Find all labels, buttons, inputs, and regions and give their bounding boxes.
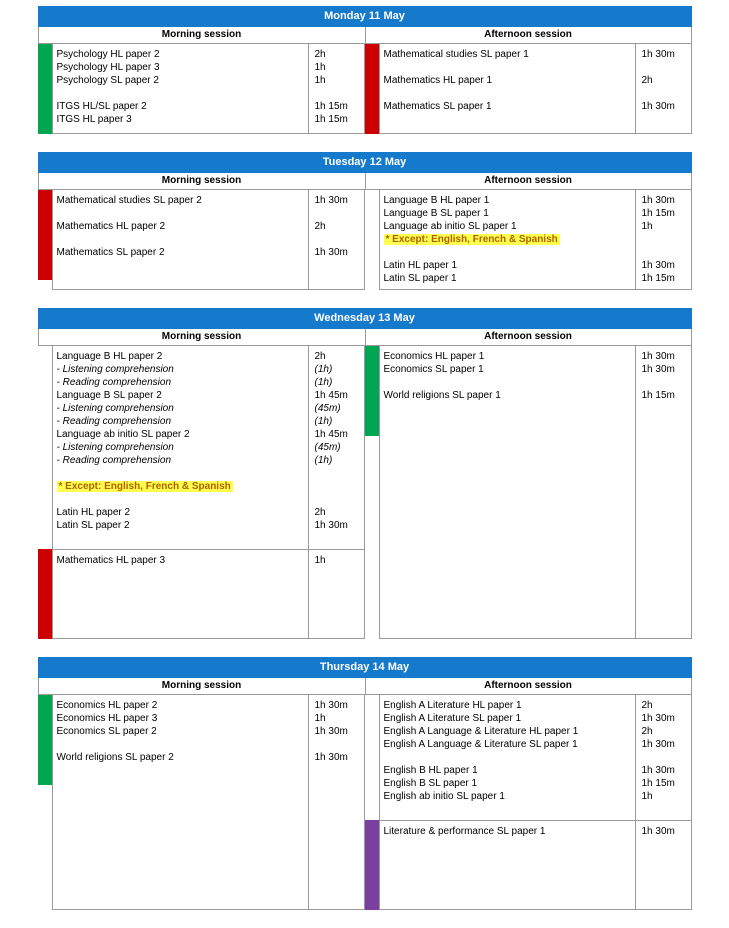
day-header: Monday 11 May xyxy=(38,6,692,27)
exam-duration xyxy=(309,493,364,506)
exam-name: English A Literature SL paper 1 xyxy=(383,713,521,724)
exam-name: Literature & performance SL paper 1 xyxy=(383,826,546,837)
exam-name-list xyxy=(53,695,308,768)
exam-names-column xyxy=(52,190,309,290)
subject-color-bar xyxy=(365,820,379,910)
exam-name xyxy=(53,233,308,246)
subject-color-bars xyxy=(38,346,52,639)
exam-name-list xyxy=(53,190,308,263)
day-header: Thursday 14 May xyxy=(38,657,692,678)
exam-name: - Listening comprehension xyxy=(56,364,174,375)
exam-name-list xyxy=(53,44,308,130)
exam-name xyxy=(380,61,635,74)
exam-duration xyxy=(636,61,691,74)
exam-name: Mathematics HL paper 3 xyxy=(56,555,166,566)
exam-name xyxy=(53,467,308,480)
exam-duration: 1h 30m xyxy=(641,260,675,271)
exam-duration: 1h 15m xyxy=(641,273,675,284)
morning-session-block xyxy=(38,695,365,910)
session-titles-row xyxy=(38,678,692,695)
exam-duration: 2h xyxy=(314,351,326,362)
exam-name-list xyxy=(380,190,635,289)
exam-name xyxy=(380,803,635,816)
exam-duration: 1h xyxy=(641,791,653,802)
exam-name: ITGS HL/SL paper 2 xyxy=(56,101,147,112)
morning-session-block xyxy=(38,44,365,134)
exam-note xyxy=(380,233,635,246)
exam-duration xyxy=(309,87,364,100)
exam-name-list xyxy=(380,820,635,842)
durations-column xyxy=(309,346,365,639)
exam-duration: 2h xyxy=(641,726,653,737)
durations-column xyxy=(309,44,365,134)
exam-name: Economics SL paper 1 xyxy=(383,364,484,375)
exam-name: Mathematics HL paper 1 xyxy=(383,75,493,86)
durations-column xyxy=(309,190,365,290)
exam-duration: (45m) xyxy=(314,403,341,414)
exam-names-column xyxy=(379,346,636,639)
exam-name: - Reading comprehension xyxy=(56,377,172,388)
exam-name xyxy=(53,493,308,506)
exam-duration: (1h) xyxy=(314,377,333,388)
exam-duration: 2h xyxy=(314,49,326,60)
exam-duration xyxy=(309,532,364,545)
exam-name-list xyxy=(53,549,308,571)
exam-name: Psychology HL paper 2 xyxy=(56,49,160,60)
durations-column xyxy=(636,346,692,639)
exam-name: Economics SL paper 2 xyxy=(56,726,157,737)
exam-duration-list xyxy=(309,549,364,571)
exam-name: Language ab initio SL paper 1 xyxy=(383,221,517,232)
day-block xyxy=(38,152,692,290)
session-titles-row xyxy=(38,173,692,190)
exam-name: - Reading comprehension xyxy=(56,455,172,466)
exam-name: Mathematical studies SL paper 2 xyxy=(56,195,202,206)
exam-duration: 1h xyxy=(314,713,326,724)
exam-name-list xyxy=(380,44,635,117)
exam-name: Mathematics SL paper 1 xyxy=(383,101,492,112)
exam-duration: 1h 30m xyxy=(641,826,675,837)
exam-duration: 1h 45m xyxy=(314,390,348,401)
exam-duration xyxy=(636,246,691,259)
exam-note xyxy=(53,480,308,493)
sessions-row xyxy=(38,44,692,134)
afternoon-session-block xyxy=(365,695,692,910)
exam-name: Psychology HL paper 3 xyxy=(56,62,160,73)
exam-name: Latin SL paper 2 xyxy=(56,520,130,531)
exam-names-column xyxy=(379,44,636,134)
exam-name-list xyxy=(380,346,635,406)
exam-duration xyxy=(636,803,691,816)
subject-color-bar xyxy=(365,190,379,289)
exam-name: Latin SL paper 1 xyxy=(383,273,457,284)
highlighted-note-text: * Except: English, French & Spanish xyxy=(385,234,558,245)
exam-duration: 1h 30m xyxy=(641,49,675,60)
day-header: Tuesday 12 May xyxy=(38,152,692,173)
exam-name: Latin HL paper 1 xyxy=(383,260,458,271)
exam-name: - Listening comprehension xyxy=(56,442,174,453)
exam-duration: 1h xyxy=(641,221,653,232)
exam-duration xyxy=(309,233,364,246)
session-titles-row xyxy=(38,329,692,346)
exam-duration: 1h 15m xyxy=(641,208,675,219)
subject-color-bars xyxy=(365,346,379,639)
exam-duration-list xyxy=(636,44,691,117)
exam-duration: 1h xyxy=(314,75,326,86)
morning-session-title: Morning session xyxy=(38,27,365,44)
exam-names-column xyxy=(52,346,309,639)
exam-duration: 1h 30m xyxy=(641,351,675,362)
subject-color-bar xyxy=(365,695,379,820)
exam-name: Language ab initio SL paper 2 xyxy=(56,429,190,440)
exam-duration-list xyxy=(636,820,691,842)
exam-duration-list xyxy=(309,44,364,130)
subject-color-bar xyxy=(365,44,379,134)
subject-color-bar xyxy=(38,346,52,549)
morning-session-title: Morning session xyxy=(38,678,365,695)
exam-name xyxy=(380,246,635,259)
exam-name: Mathematical studies SL paper 1 xyxy=(383,49,529,60)
exam-name: ITGS HL paper 3 xyxy=(56,114,132,125)
exam-duration: 1h 30m xyxy=(641,713,675,724)
subject-color-bars xyxy=(365,190,379,290)
exam-name: Language B SL paper 1 xyxy=(383,208,489,219)
exam-duration xyxy=(636,376,691,389)
morning-session-title: Morning session xyxy=(38,173,365,190)
exam-duration: 2h xyxy=(641,75,653,86)
exam-duration: 1h 30m xyxy=(314,195,348,206)
afternoon-session-block xyxy=(365,190,692,290)
exam-name: Language B SL paper 2 xyxy=(56,390,162,401)
exam-name: English ab initio SL paper 1 xyxy=(383,791,505,802)
day-block xyxy=(38,657,692,910)
exam-name xyxy=(380,87,635,100)
exam-duration: (1h) xyxy=(314,364,333,375)
exam-duration: 1h xyxy=(314,555,326,566)
exam-name: - Listening comprehension xyxy=(56,403,174,414)
exam-duration-list xyxy=(636,190,691,289)
durations-column xyxy=(636,44,692,134)
exam-duration: 1h 15m xyxy=(314,101,348,112)
sessions-row xyxy=(38,695,692,910)
exam-name: Mathematics HL paper 2 xyxy=(56,221,166,232)
morning-session-block xyxy=(38,190,365,290)
exam-duration xyxy=(636,233,691,246)
exam-name: - Reading comprehension xyxy=(56,416,172,427)
exam-names-column xyxy=(52,695,309,910)
exam-duration xyxy=(309,738,364,751)
exam-duration: 2h xyxy=(314,507,326,518)
exam-duration: 1h 30m xyxy=(641,195,675,206)
exam-duration: 1h 30m xyxy=(641,364,675,375)
exam-name: Latin HL paper 2 xyxy=(56,507,131,518)
afternoon-session-block xyxy=(365,346,692,639)
exam-name xyxy=(53,207,308,220)
exam-duration: 1h 30m xyxy=(314,752,348,763)
subject-color-bars xyxy=(365,695,379,910)
exam-duration: 1h 30m xyxy=(314,520,348,531)
session-titles-row xyxy=(38,27,692,44)
exam-duration-list xyxy=(309,695,364,768)
afternoon-session-title: Afternoon session xyxy=(365,27,692,44)
exam-duration: 2h xyxy=(641,700,653,711)
exam-duration: (45m) xyxy=(314,442,341,453)
exam-duration xyxy=(309,207,364,220)
exam-duration-list xyxy=(309,346,364,549)
exam-duration: 1h 30m xyxy=(641,101,675,112)
exam-name xyxy=(53,738,308,751)
exam-duration xyxy=(636,751,691,764)
exam-name-list xyxy=(53,346,308,549)
exam-duration: 1h 15m xyxy=(314,114,348,125)
exam-name: Psychology SL paper 2 xyxy=(56,75,159,86)
exam-name: Language B HL paper 1 xyxy=(383,195,490,206)
subject-color-bar xyxy=(38,695,52,785)
exam-name: Language B HL paper 2 xyxy=(56,351,163,362)
exam-name: World religions SL paper 1 xyxy=(383,390,501,401)
exam-duration xyxy=(309,480,364,493)
exam-name: World religions SL paper 2 xyxy=(56,752,174,763)
subject-color-bar xyxy=(38,549,52,639)
subject-color-bar xyxy=(38,190,52,280)
morning-session-block xyxy=(38,346,365,639)
exam-name: English B SL paper 1 xyxy=(383,778,478,789)
highlighted-note-text: * Except: English, French & Spanish xyxy=(58,481,231,492)
subject-color-bars xyxy=(38,44,52,134)
exam-name xyxy=(380,751,635,764)
exam-duration xyxy=(309,467,364,480)
exam-name: English A Language & Literature HL paper 1 xyxy=(383,726,579,737)
exam-duration xyxy=(636,87,691,100)
exam-name: Economics HL paper 2 xyxy=(56,700,158,711)
exam-name: Economics HL paper 3 xyxy=(56,713,158,724)
exam-name: Economics HL paper 1 xyxy=(383,351,485,362)
exam-duration: (1h) xyxy=(314,455,333,466)
exam-name: English A Language & Literature SL paper 1 xyxy=(383,739,578,750)
exam-duration: 1h 30m xyxy=(314,700,348,711)
exam-duration: 1h 30m xyxy=(314,726,348,737)
exam-duration: 1h 30m xyxy=(641,765,675,776)
exam-name-list xyxy=(380,695,635,820)
sessions-row xyxy=(38,346,692,639)
exam-duration-list xyxy=(636,695,691,820)
exam-name: Mathematics SL paper 2 xyxy=(56,247,165,258)
afternoon-session-title: Afternoon session xyxy=(365,173,692,190)
morning-session-title: Morning session xyxy=(38,329,365,346)
exam-duration: 1h 15m xyxy=(641,390,675,401)
durations-column xyxy=(309,695,365,910)
exam-duration: 1h 15m xyxy=(641,778,675,789)
exam-name: English B HL paper 1 xyxy=(383,765,478,776)
afternoon-session-title: Afternoon session xyxy=(365,678,692,695)
exam-name xyxy=(53,532,308,545)
subject-color-bars xyxy=(365,44,379,134)
exam-duration-list xyxy=(309,190,364,263)
durations-column xyxy=(636,695,692,910)
day-header: Wednesday 13 May xyxy=(38,308,692,329)
exam-duration-list xyxy=(636,346,691,406)
subject-color-bar xyxy=(38,44,52,134)
exam-duration: (1h) xyxy=(314,416,333,427)
subject-color-bars xyxy=(38,190,52,290)
day-block xyxy=(38,308,692,639)
day-block xyxy=(38,6,692,134)
exam-duration: 2h xyxy=(314,221,326,232)
exam-name xyxy=(380,376,635,389)
afternoon-session-block xyxy=(365,44,692,134)
subject-color-bars xyxy=(38,695,52,910)
exam-duration: 1h 30m xyxy=(314,247,348,258)
durations-column xyxy=(636,190,692,290)
exam-name: English A Literature HL paper 1 xyxy=(383,700,522,711)
exam-duration: 1h xyxy=(314,62,326,73)
afternoon-session-title: Afternoon session xyxy=(365,329,692,346)
exam-names-column xyxy=(379,695,636,910)
sessions-row xyxy=(38,190,692,290)
exam-duration: 1h 30m xyxy=(641,739,675,750)
exam-name xyxy=(53,87,308,100)
exam-names-column xyxy=(379,190,636,290)
exam-names-column xyxy=(52,44,309,134)
exam-duration: 1h 45m xyxy=(314,429,348,440)
subject-color-bar xyxy=(365,346,379,436)
